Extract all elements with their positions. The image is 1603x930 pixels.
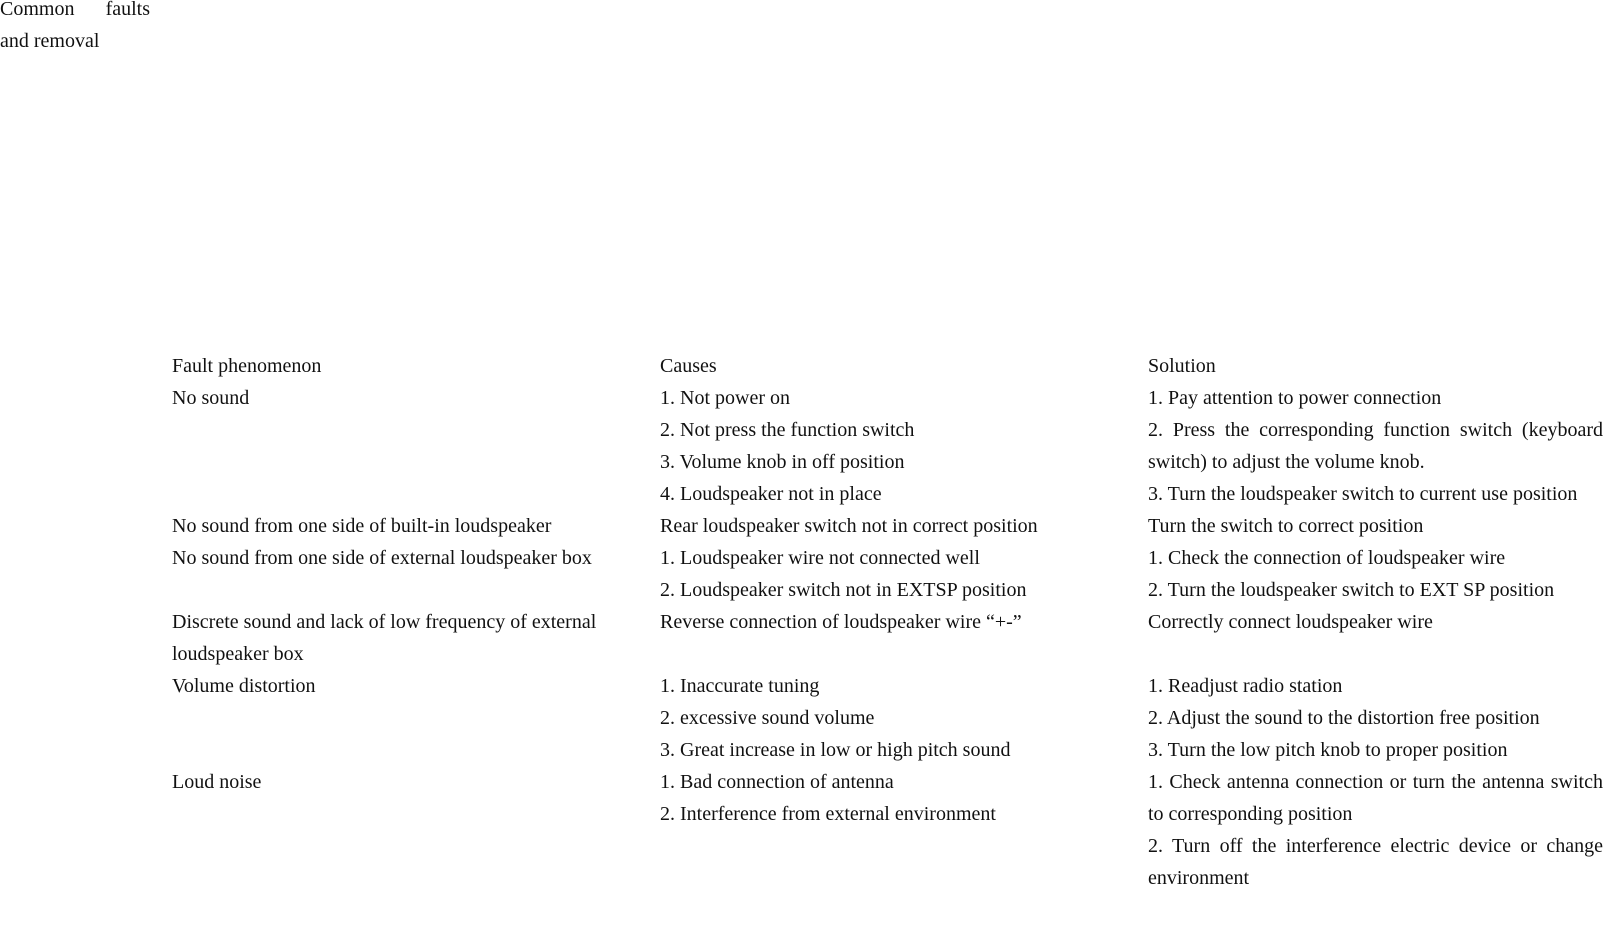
cause-cell — [660, 670, 1148, 766]
cause-line: 4. Loudspeaker not in place — [660, 483, 882, 505]
fault-text: No sound from one side of built-in loudspeaker — [172, 515, 552, 537]
header-solution: Solution — [1148, 355, 1216, 377]
cause-line: 2. Interference from external environment — [660, 803, 996, 825]
cause-cell — [660, 510, 1148, 542]
cause-line: 1. Not power on — [660, 387, 790, 409]
solution-line: 2. Press the corresponding function switch (keyboard switch) to adjust the volume knob. — [1148, 419, 1603, 473]
cause-line: 2. Not press the function switch — [660, 419, 915, 441]
table-row — [172, 766, 1603, 894]
solution-line: 2. Turn the loudspeaker switch to EXT SP position — [1148, 579, 1555, 601]
fault-cell — [172, 606, 660, 670]
cause-line: 1. Bad connection of antenna — [660, 771, 894, 793]
table-row — [172, 670, 1603, 766]
solution-line: 2. Turn off the interference electric device or change environment — [1148, 835, 1603, 889]
solution-line: Turn the switch to correct position — [1148, 515, 1424, 537]
solution-line: 3. Turn the loudspeaker switch to current use position — [1148, 483, 1578, 505]
table-header-row — [172, 350, 1603, 382]
header-fault-phenomenon: Fault phenomenon — [172, 355, 322, 377]
header-causes: Causes — [660, 355, 717, 377]
solution-cell — [1148, 542, 1603, 606]
solution-line: 1. Readjust radio station — [1148, 675, 1343, 697]
fault-cell — [172, 510, 660, 542]
fault-cell — [172, 670, 660, 766]
solution-line: 1. Check antenna connection or turn the antenna switch to corresponding position — [1148, 771, 1603, 825]
cause-line: 2. Loudspeaker switch not in EXTSP position — [660, 579, 1027, 601]
fault-cell — [172, 382, 660, 510]
cause-cell — [660, 606, 1148, 670]
cause-line: 1. Loudspeaker wire not connected well — [660, 547, 980, 569]
cause-cell — [660, 382, 1148, 510]
solution-line: Correctly connect loudspeaker wire — [1148, 611, 1433, 633]
cause-line: Rear loudspeaker switch not in correct position — [660, 515, 1038, 537]
fault-table — [172, 350, 1603, 894]
cause-line: Reverse connection of loudspeaker wire “+-” — [660, 611, 1022, 633]
solution-line: 1. Pay attention to power connection — [1148, 387, 1442, 409]
solution-cell — [1148, 670, 1603, 766]
document-title: Common faults and removal — [0, 0, 150, 52]
fault-text: Loud noise — [172, 771, 262, 793]
table-body — [172, 382, 1603, 894]
solution-line: 3. Turn the low pitch knob to proper position — [1148, 739, 1508, 761]
fault-text: No sound from one side of external loudspeaker box — [172, 547, 592, 569]
solution-cell — [1148, 510, 1603, 542]
cause-line: 1. Inaccurate tuning — [660, 675, 820, 697]
table-row — [172, 606, 1603, 670]
table-row — [172, 510, 1603, 542]
table-row — [172, 542, 1603, 606]
solution-cell — [1148, 382, 1603, 510]
fault-cell — [172, 766, 660, 894]
cause-line: 3. Volume knob in off position — [660, 451, 905, 473]
fault-text: Volume distortion — [172, 675, 316, 697]
fault-cell — [172, 542, 660, 606]
solution-cell — [1148, 766, 1603, 894]
cause-line: 3. Great increase in low or high pitch sound — [660, 739, 1011, 761]
cause-cell — [660, 542, 1148, 606]
cause-cell — [660, 766, 1148, 894]
solution-line: 2. Adjust the sound to the distortion free position — [1148, 707, 1540, 729]
fault-text: No sound — [172, 387, 250, 409]
table-row — [172, 382, 1603, 510]
cause-line: 2. excessive sound volume — [660, 707, 875, 729]
fault-text: Discrete sound and lack of low frequency of external loudspeaker box — [172, 611, 597, 665]
solution-cell — [1148, 606, 1603, 670]
solution-line: 1. Check the connection of loudspeaker wire — [1148, 547, 1506, 569]
